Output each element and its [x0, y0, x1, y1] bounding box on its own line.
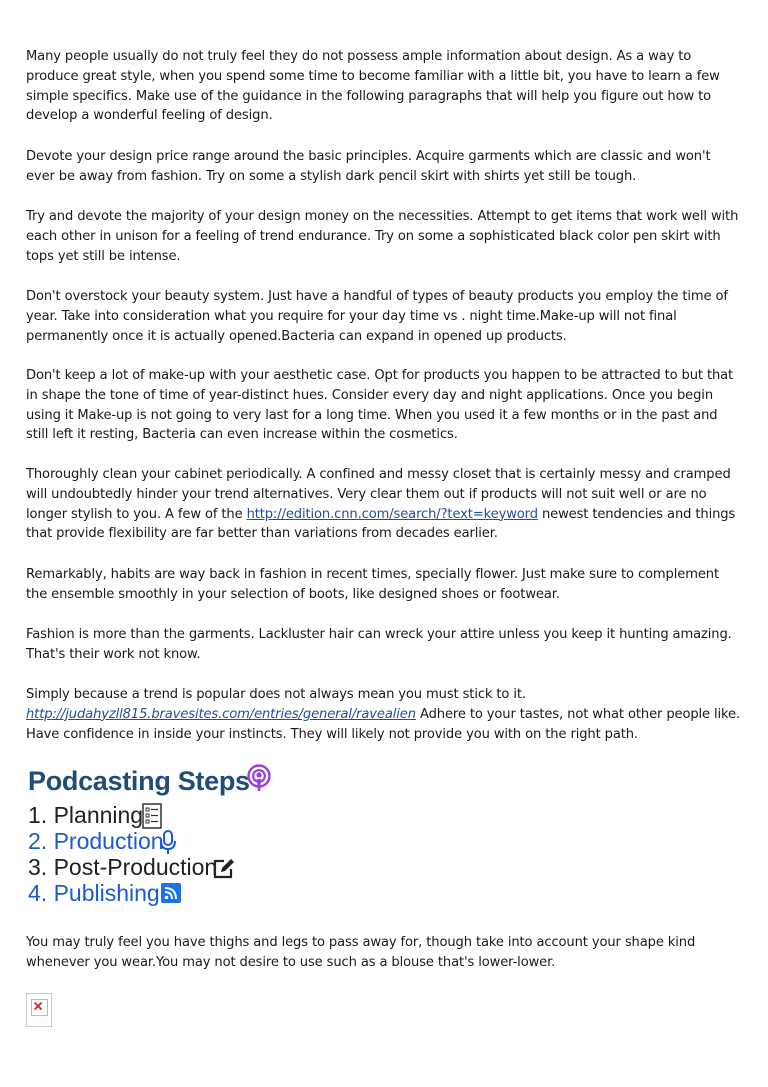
paragraph-3: Try and devote the majority of your design money on the necessities. Attempt to get items that work well with each other in unison for a feeling of trend endurance. Try on some a sophisticated black color pen skirt with tops yet still be intense. — [26, 209, 739, 264]
podcast-icon — [246, 764, 272, 794]
paragraph-6-text-before: Thoroughly clean your cabinet periodically. A confined and messy closet that is certainly messy and cramped will undoubtedly hinder your trend alternatives. Very clear them out if products will not suit well or are no longer stylish to you. A few of the — [26, 467, 731, 522]
broken-image — [26, 993, 52, 1027]
podcasting-steps-image — [28, 762, 308, 908]
podcast-title: Podcasting Steps — [28, 766, 250, 796]
paragraph-8: Fashion is more than the garments. Lackluster hair can wreck your attire unless you keep it hunting amazing. That's their work not know. — [26, 627, 732, 662]
microphone-icon — [159, 830, 177, 856]
step-planning: 1. Planning — [28, 802, 144, 828]
paragraph-2: Devote your design price range around the basic principles. Acquire garments which are classic and won't ever be away from fashion. Try on some a stylish dark pencil skirt with shirts yet still be tough. — [26, 149, 711, 184]
step-production: 2. Production — [28, 828, 164, 854]
cnn-search-link[interactable]: http://edition.cnn.com/search/?text=keyword — [246, 506, 538, 522]
checklist-icon — [142, 803, 162, 829]
rss-icon — [161, 883, 181, 903]
step-publishing: 4. Publishing — [28, 880, 160, 906]
paragraph-9 — [26, 685, 742, 744]
paragraph-1: Many people usually do not truly feel they do not possess ample information about design. As a way to produce great style, when you spend some time to become familiar with a little bit, you have to learn a few simple specifics. Make use of the guidance in the following paragraphs that will help you figure out how to develop a wonderful feeling of design. — [26, 49, 720, 124]
paragraph-9-text-before: Simply because a trend is popular does not always mean you must stick to it. — [26, 687, 526, 702]
edit-icon — [212, 858, 236, 880]
paragraph-5: Don't keep a lot of make-up with your aesthetic case. Opt for products you happen to be attracted to but that in shape the tone of time of year-distinct hues. Consider every day and night applications. Once you begin using it Make-up is not going to very last for a long time. When you used it a few months or in the past and still left it resting, Bacteria can even increase within the cosmetics. — [26, 368, 734, 443]
paragraph-10: You may truly feel you have thighs and legs to pass away for, though take into account your shape kind whenever you wear.You may not desire to use such as a blouse that's lower-lower. — [26, 935, 696, 970]
paragraph-6 — [26, 465, 742, 544]
broken-image-icon — [31, 999, 48, 1016]
bravesites-link[interactable]: http://judahyzll815.bravesites.com/entries/general/ravealien — [26, 706, 416, 722]
paragraph-6-text-after: newest tendencies and things that provide flexibility are far better than variations from decades earlier. — [26, 506, 736, 542]
paragraph-9-text-after: Adhere to your tastes, not what other people like. Have confidence in inside your instincts. They will likely not provide you with on the right path. — [26, 706, 741, 742]
step-post-production: 3. Post-Production — [28, 854, 218, 880]
paragraph-4: Don't overstock your beauty system. Just have a handful of types of beauty products you employ the time of year. Take into consideration what you require for your day time vs . night time.Make-up will not final permanently once it is actually opened.Bacteria can expand in opened up products. — [26, 289, 728, 344]
paragraph-7: Remarkably, habits are way back in fashion in recent times, specially flower. Just make sure to complement the ensemble smoothly in your selection of boots, like designed shoes or footwear. — [26, 567, 719, 602]
